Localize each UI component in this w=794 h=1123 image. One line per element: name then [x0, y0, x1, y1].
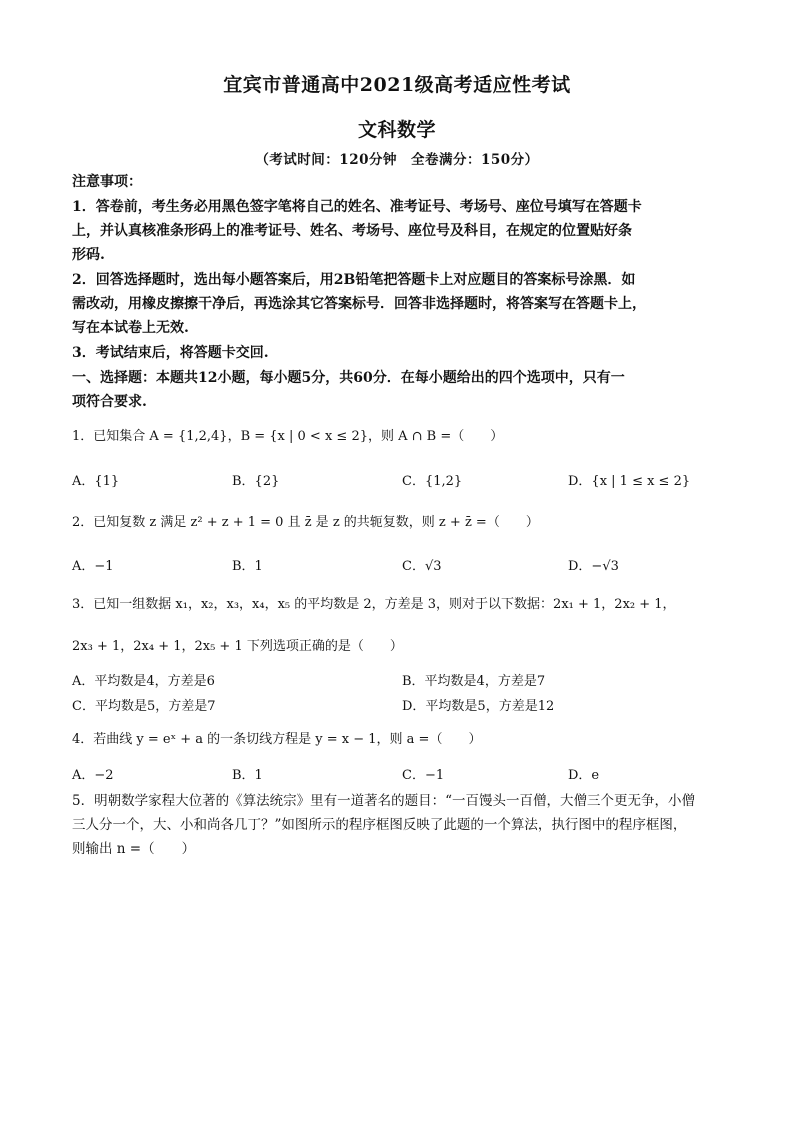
- question-3-stem-line-1: 3．已知一组数据 x₁，x₂，x₃，x₄，x₅ 的平均数是 2，方差是 3，则对于以下数据：2x₁ + 1，2x₂ + 1，: [72, 597, 676, 612]
- question-2-option-a: A．−1: [72, 559, 114, 574]
- section-1-heading-line-2: 项符合要求.: [72, 394, 147, 410]
- question-3-option-d: D．平均数是5，方差是12: [402, 699, 555, 714]
- question-2-options: [72, 555, 732, 575]
- question-1-stem: 1．已知集合 A = {1,2,4}，B = {x | 0 < x ≤ 2}，则 A ∩ B =（ ）: [72, 429, 504, 444]
- note-1-line-1: 1．答卷前，考生务必用黑色签字笔将自己的姓名、准考证号、考场号、座位号填写在答题卡: [72, 199, 642, 215]
- question-2-option-b: B．1: [232, 559, 263, 574]
- question-5-stem-line-3: 则输出 n =（ ）: [72, 841, 196, 857]
- question-1-option-b: B．{2}: [232, 474, 280, 489]
- question-1-option-d: D．{x | 1 ≤ x ≤ 2}: [568, 474, 691, 489]
- question-1-option-c: C．{1,2}: [402, 474, 463, 489]
- note-2-line-2: 需改动，用橡皮擦擦干净后，再选涂其它答案标号．回答非选择题时，将答案写在答题卡上，: [72, 296, 646, 312]
- note-1-line-3: 形码.: [72, 247, 105, 263]
- subject-title: 文科数学: [357, 119, 436, 141]
- question-2-option-c: C．√3: [402, 559, 442, 574]
- note-1-line-2: 上，并认真核准条形码上的准考证号、姓名、考场号、座位号及科目，在规定的位置贴好条: [72, 223, 632, 239]
- question-4-options: [72, 764, 732, 784]
- question-2-stem: 2．已知复数 z 满足 z² + z + 1 = 0 且 z̄ 是 z 的共轭复数，则 z + z̄ =（ ）: [72, 515, 539, 530]
- question-1-options: [72, 470, 732, 490]
- question-3-option-b: B．平均数是4，方差是7: [402, 674, 546, 689]
- note-2-line-1: 2．回答选择题时，选出每小题答案后，用2B铅笔把答题卡上对应题目的答案标号涂黑．如: [72, 272, 636, 288]
- note-2-line-3: 写在本试卷上无效.: [72, 320, 189, 336]
- question-5-stem-line-2: 三人分一个，大、小和尚各几丁？”如图所示的程序框图反映了此题的一个算法，执行图中的程序框图，: [72, 817, 687, 833]
- question-5-stem-line-1: 5．明朝数学家程大位著的《算法统宗》里有一道著名的题目：“一百馒头一百僧，大僧三个更无争，小僧: [72, 793, 695, 809]
- question-3-options-row-2: [72, 695, 732, 715]
- question-4-option-d: D．e: [568, 768, 600, 783]
- section-1-heading-line-1: 一、选择题：本题共12小题，每小题5分，共60分．在每小题给出的四个选项中，只有一: [72, 370, 625, 386]
- notes-heading: 注意事项：: [72, 174, 142, 190]
- exam-info: （考试时间：120分钟 全卷满分：150分）: [255, 152, 539, 168]
- question-4-option-b: B．1: [232, 768, 263, 783]
- question-1-option-a: A．{1}: [72, 474, 120, 489]
- question-4-option-c: C．−1: [402, 768, 445, 783]
- question-2-option-d: D．−√3: [568, 559, 619, 574]
- question-3-stem-line-2: 2x₃ + 1，2x₄ + 1，2x₅ + 1 下列选项正确的是（ ）: [72, 639, 403, 654]
- question-3-options-row-1: [72, 670, 732, 690]
- question-4-stem: 4．若曲线 y = eˣ + a 的一条切线方程是 y = x − 1，则 a =（ ）: [72, 732, 482, 747]
- question-4-option-a: A．−2: [72, 768, 114, 783]
- question-3-option-a: A．平均数是4，方差是6: [72, 674, 215, 689]
- question-3-option-c: C．平均数是5，方差是7: [72, 699, 216, 714]
- exam-title: 宜宾市普通高中2021级高考适应性考试: [223, 74, 571, 96]
- note-3: 3．考试结束后，将答题卡交回.: [72, 345, 269, 361]
